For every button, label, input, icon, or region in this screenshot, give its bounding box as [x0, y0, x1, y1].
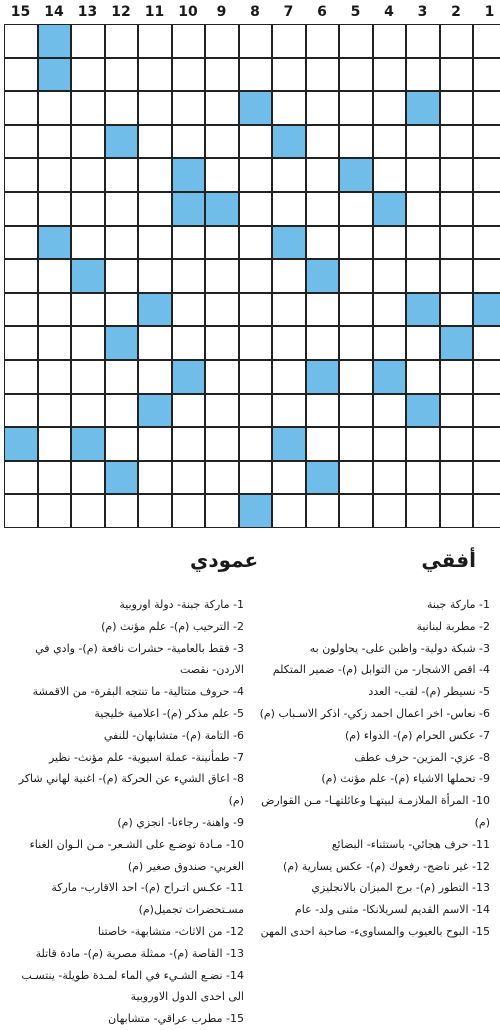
grid-cell[interactable] [272, 58, 306, 92]
grid-cell[interactable] [172, 394, 206, 428]
grid-cell[interactable] [373, 58, 407, 92]
down-clue: 10- مـادة توضـع على الشـعر- مـن الـوان الغناء الغربي- صندوق صغير (م) [29, 837, 244, 873]
grid-cell[interactable] [473, 192, 500, 226]
grid-cell[interactable] [172, 226, 206, 260]
grid-cell[interactable] [373, 394, 407, 428]
grid-cell[interactable] [272, 91, 306, 125]
grid-cell[interactable] [239, 461, 273, 495]
grid-cell[interactable] [473, 494, 500, 528]
grid-cell[interactable] [71, 91, 105, 125]
column-number: 2 [451, 4, 461, 20]
blocked-cell [306, 259, 340, 293]
blocked-cell [306, 461, 340, 495]
grid-cell[interactable] [473, 360, 500, 394]
down-clue: 6- التامة (م)- متشابهان- للنفي [103, 728, 244, 742]
grid-cell[interactable] [306, 58, 340, 92]
grid-cell[interactable] [406, 360, 440, 394]
grid-cell[interactable] [473, 461, 500, 495]
across-clue: 12- غير ناضج- رفعوك (م)- عكس يسارية (م) [283, 859, 490, 873]
grid-cell[interactable] [406, 58, 440, 92]
grid-cell[interactable] [373, 226, 407, 260]
grid-cell[interactable] [272, 360, 306, 394]
grid-cell[interactable] [38, 360, 72, 394]
blocked-cell [105, 326, 139, 360]
across-clue: 3- شبكة دولية- واظبن على- يحاولون به [309, 641, 490, 655]
grid-cell[interactable] [272, 158, 306, 192]
grid-cell[interactable] [71, 326, 105, 360]
grid-cell[interactable] [373, 293, 407, 327]
grid-cell[interactable] [38, 326, 72, 360]
grid-cell[interactable] [473, 326, 500, 360]
grid-cell[interactable] [239, 192, 273, 226]
grid-cell[interactable] [406, 24, 440, 58]
grid-cell[interactable] [205, 427, 239, 461]
grid-cell[interactable] [339, 293, 373, 327]
grid-cell[interactable] [306, 326, 340, 360]
grid-cell[interactable] [473, 226, 500, 260]
blocked-cell [205, 192, 239, 226]
grid-cell[interactable] [4, 360, 38, 394]
column-number: 5 [350, 4, 361, 20]
across-clue: 5- نسيطر (م)- لقب- العدد [368, 685, 490, 699]
grid-cell[interactable] [4, 494, 38, 528]
grid-cell[interactable] [373, 494, 407, 528]
grid-cell[interactable] [4, 91, 38, 125]
grid-cell[interactable] [306, 125, 340, 159]
grid-cell[interactable] [4, 158, 38, 192]
down-clue: 7- طمأنينة- عملة اسيوية- علم مؤنث- نظير [48, 750, 244, 764]
grid-cell[interactable] [172, 326, 206, 360]
down-clue: 2- الترحيب (م)- علم مؤنث (م) [101, 619, 244, 633]
blocked-cell [272, 226, 306, 260]
grid-cell[interactable] [138, 91, 172, 125]
grid-cell[interactable] [4, 226, 38, 260]
grid-cell[interactable] [4, 394, 38, 428]
column-number: 11 [144, 4, 165, 20]
across-clue: 11- حرف هجائي- باستثناء- البضائع [331, 837, 490, 851]
blocked-cell [373, 192, 407, 226]
grid-cell[interactable] [339, 427, 373, 461]
grid-cell[interactable] [71, 125, 105, 159]
grid-cell[interactable] [4, 326, 38, 360]
grid-cell[interactable] [38, 158, 72, 192]
grid-cell[interactable] [4, 259, 38, 293]
grid-cell[interactable] [205, 293, 239, 327]
grid-cell[interactable] [205, 91, 239, 125]
grid-cell[interactable] [105, 58, 139, 92]
grid-cell[interactable] [440, 360, 474, 394]
grid-cell[interactable] [138, 226, 172, 260]
grid-cell[interactable] [440, 427, 474, 461]
across-clue: 4- اقص الاشجار- من التوابل (م)- ضمير المتكلم [272, 663, 490, 677]
grid-cell[interactable] [38, 427, 72, 461]
grid-cell[interactable] [406, 192, 440, 226]
grid-cell[interactable] [272, 293, 306, 327]
grid-cell[interactable] [38, 494, 72, 528]
grid-cell[interactable] [4, 24, 38, 58]
grid-cell[interactable] [172, 58, 206, 92]
grid-cell[interactable] [38, 394, 72, 428]
column-number: 1 [484, 4, 495, 20]
column-number: 10 [178, 4, 198, 20]
grid-cell[interactable] [440, 192, 474, 226]
grid-cell[interactable] [138, 494, 172, 528]
grid-cell[interactable] [440, 24, 474, 58]
across-clue-list [257, 594, 490, 943]
column-number: 15 [10, 4, 31, 20]
grid-cell[interactable] [339, 259, 373, 293]
grid-cell[interactable] [38, 192, 72, 226]
grid-cell[interactable] [71, 192, 105, 226]
grid-cell[interactable] [138, 125, 172, 159]
across-clue: 13- التطور (م)- برج الميزان بالانجليزي [311, 881, 490, 895]
grid-cell[interactable] [239, 158, 273, 192]
grid-cell[interactable] [239, 226, 273, 260]
blocked-cell [473, 293, 500, 327]
blocked-cell [71, 259, 105, 293]
grid-cell[interactable] [373, 24, 407, 58]
grid-cell[interactable] [205, 125, 239, 159]
grid-cell[interactable] [138, 360, 172, 394]
across-clue: 1- ماركة جبنة [427, 598, 490, 611]
grid-cell[interactable] [239, 58, 273, 92]
blocked-cell [71, 427, 105, 461]
grid-cell[interactable] [339, 360, 373, 394]
down-clue: 11- عكـس اتـراح (م)- احد الاقارب- ماركة مسـتحضرات تجميل(م) [51, 881, 244, 917]
grid-cell[interactable] [172, 91, 206, 125]
grid-cell[interactable] [138, 326, 172, 360]
grid-cell[interactable] [105, 91, 139, 125]
grid-cell[interactable] [373, 326, 407, 360]
across-clue: 6- نعاس- اخر اعمال احمد زكي- اذكر الاسـباب (م) [259, 706, 490, 720]
grid-cell[interactable] [339, 494, 373, 528]
blocked-cell [406, 394, 440, 428]
grid-cell[interactable] [373, 427, 407, 461]
grid-cell[interactable] [406, 326, 440, 360]
grid-cell[interactable] [339, 192, 373, 226]
grid-cell[interactable] [339, 394, 373, 428]
grid-cell[interactable] [71, 58, 105, 92]
blocked-cell [138, 293, 172, 327]
down-clue: 5- علم مذكر (م)- اعلامية خليجية [94, 706, 244, 720]
grid-cell[interactable] [406, 494, 440, 528]
column-number: 12 [111, 4, 131, 20]
across-clue: 14- الاسم القديم لسريلانكا- مثنى ولد- عام [294, 903, 490, 917]
blocked-cell [306, 360, 340, 394]
grid-cell[interactable] [306, 427, 340, 461]
across-heading: أفقي [421, 548, 476, 572]
grid-cell[interactable] [71, 293, 105, 327]
grid-cell[interactable] [205, 494, 239, 528]
grid-cell[interactable] [172, 293, 206, 327]
blocked-cell [38, 58, 72, 92]
column-number: 4 [384, 4, 394, 20]
grid-cell[interactable] [306, 158, 340, 192]
grid-cell[interactable] [272, 326, 306, 360]
grid-cell[interactable] [473, 24, 500, 58]
grid-cell[interactable] [239, 360, 273, 394]
grid-cell[interactable] [272, 461, 306, 495]
grid-cell[interactable] [339, 326, 373, 360]
grid-cell[interactable] [205, 24, 239, 58]
grid-cell[interactable] [473, 91, 500, 125]
grid-cell[interactable] [373, 91, 407, 125]
grid-cell[interactable] [105, 394, 139, 428]
grid-cell[interactable] [205, 360, 239, 394]
across-clue: 9- تحملها الاشياء (م)- علم مؤنث (م) [321, 772, 490, 786]
grid-cell[interactable] [306, 91, 340, 125]
grid-cell[interactable] [138, 24, 172, 58]
down-clue: 12- من الاثاث- متشابهة- خاصتنا [97, 924, 244, 938]
grid-cell[interactable] [473, 158, 500, 192]
grid-cell[interactable] [339, 226, 373, 260]
grid-cell[interactable] [138, 259, 172, 293]
grid-cell[interactable] [440, 293, 474, 327]
grid-cell[interactable] [440, 494, 474, 528]
across-clue: 7- عكس الحرام (م)- الدواء (م) [344, 728, 490, 742]
grid-cell[interactable] [205, 226, 239, 260]
grid-cell[interactable] [71, 461, 105, 495]
grid-cell[interactable] [205, 158, 239, 192]
down-clue: 9- واهنة- رجاءنا- انجزي (م) [117, 815, 244, 829]
down-clue-list [4, 594, 244, 1030]
grid-cell[interactable] [406, 226, 440, 260]
grid-cell[interactable] [4, 192, 38, 226]
grid-cell[interactable] [440, 394, 474, 428]
grid-cell[interactable] [105, 360, 139, 394]
grid-cell[interactable] [38, 125, 72, 159]
grid-cell[interactable] [105, 494, 139, 528]
grid-cell[interactable] [172, 494, 206, 528]
down-clue: 13- القاصة (م)- ممثلة مصرية (م)- مادة قاتلة [35, 946, 244, 960]
grid-cell[interactable] [71, 158, 105, 192]
grid-cell[interactable] [172, 461, 206, 495]
grid-cell[interactable] [406, 461, 440, 495]
grid-cell[interactable] [4, 125, 38, 159]
grid-cell[interactable] [406, 259, 440, 293]
grid-cell[interactable] [38, 259, 72, 293]
grid-cell[interactable] [406, 427, 440, 461]
grid-cell[interactable] [172, 125, 206, 159]
grid-cell[interactable] [71, 226, 105, 260]
grid-cell[interactable] [440, 125, 474, 159]
across-clue: 15- البوح بالعيوب والمساوىء- صاحبة احدى المهن [260, 924, 490, 938]
blocked-cell [406, 293, 440, 327]
grid-cell[interactable] [239, 24, 273, 58]
grid-cell[interactable] [38, 293, 72, 327]
blocked-cell [172, 360, 206, 394]
grid-cell[interactable] [272, 259, 306, 293]
grid-cell[interactable] [373, 125, 407, 159]
grid-cell[interactable] [272, 494, 306, 528]
grid-cell[interactable] [205, 326, 239, 360]
grid-cell[interactable] [272, 192, 306, 226]
grid-cell[interactable] [440, 226, 474, 260]
grid-cell[interactable] [339, 24, 373, 58]
grid-cell[interactable] [440, 91, 474, 125]
grid-cell[interactable] [306, 394, 340, 428]
grid-cell[interactable] [71, 360, 105, 394]
column-number: 13 [77, 4, 98, 20]
grid-cell[interactable] [339, 58, 373, 92]
grid-cell[interactable] [4, 461, 38, 495]
blocked-cell [172, 158, 206, 192]
blocked-cell [138, 394, 172, 428]
grid-cell[interactable] [272, 24, 306, 58]
grid-cell[interactable] [105, 226, 139, 260]
grid-cell[interactable] [473, 427, 500, 461]
grid-cell[interactable] [105, 293, 139, 327]
grid-cell[interactable] [71, 494, 105, 528]
column-number: 6 [317, 4, 327, 20]
grid-cell[interactable] [71, 24, 105, 58]
blocked-cell [105, 461, 139, 495]
blocked-cell [239, 91, 273, 125]
blocked-cell [406, 91, 440, 125]
grid-cell[interactable] [205, 394, 239, 428]
grid-cell[interactable] [473, 58, 500, 92]
grid-cell[interactable] [440, 461, 474, 495]
grid-cell[interactable] [38, 91, 72, 125]
grid-cell[interactable] [172, 427, 206, 461]
grid-cell[interactable] [105, 158, 139, 192]
grid-cell[interactable] [239, 293, 273, 327]
blocked-cell [38, 24, 72, 58]
grid-cell[interactable] [138, 192, 172, 226]
grid-cell[interactable] [138, 58, 172, 92]
grid-cell[interactable] [473, 394, 500, 428]
blocked-cell [105, 125, 139, 159]
blocked-cell [339, 158, 373, 192]
grid-cell[interactable] [440, 58, 474, 92]
down-clue: 14- نضـع الشـيء في الماء لمـدة طويلة- ينتسـب الى احدى الدول الاوروبية [21, 968, 244, 1004]
blocked-cell [4, 427, 38, 461]
blocked-cell [272, 125, 306, 159]
grid-cell[interactable] [306, 293, 340, 327]
blocked-cell [272, 427, 306, 461]
grid-cell[interactable] [205, 58, 239, 92]
grid-cell[interactable] [272, 394, 306, 428]
down-clue: 3- فقط بالعامية- حشرات نافعة (م)- وادي في الاردن- نقصت [35, 641, 244, 677]
across-clue: 2- مطربة لبنانية [416, 619, 490, 633]
grid-cell[interactable] [473, 125, 500, 159]
blocked-cell [440, 326, 474, 360]
grid-cell[interactable] [239, 427, 273, 461]
blocked-cell [239, 494, 273, 528]
grid-cell[interactable] [105, 427, 139, 461]
grid-cell[interactable] [105, 192, 139, 226]
blocked-cell [172, 192, 206, 226]
grid-cell[interactable] [373, 461, 407, 495]
grid-cell[interactable] [306, 226, 340, 260]
grid-cell[interactable] [4, 293, 38, 327]
down-clue: 1- ماركة جبنة- دولة اوروبية [119, 598, 244, 611]
down-clue: 15- مطرب عراقي- متشابهان [108, 1012, 244, 1026]
grid-cell[interactable] [473, 259, 500, 293]
column-number: 14 [44, 4, 64, 20]
grid-cell[interactable] [138, 158, 172, 192]
column-number: 9 [216, 4, 227, 20]
column-number: 3 [417, 4, 428, 20]
grid-cell[interactable] [4, 58, 38, 92]
grid-cell[interactable] [239, 394, 273, 428]
grid-cell[interactable] [440, 259, 474, 293]
grid-cell[interactable] [339, 125, 373, 159]
grid-cell[interactable] [406, 125, 440, 159]
column-number: 8 [250, 4, 260, 20]
grid-cell[interactable] [105, 259, 139, 293]
grid-cell[interactable] [138, 427, 172, 461]
across-clue: 10- المرأة الملازمـة لبيتهـا وعائلتهـا- مـن القوارض (م) [261, 794, 490, 829]
grid-cell[interactable] [172, 259, 206, 293]
grid-cell[interactable] [38, 461, 72, 495]
grid-cell[interactable] [339, 461, 373, 495]
grid-cell[interactable] [172, 24, 206, 58]
grid-cell[interactable] [306, 494, 340, 528]
grid-cell[interactable] [440, 158, 474, 192]
grid-cell[interactable] [339, 91, 373, 125]
blocked-cell [38, 226, 72, 260]
down-clue: 8- اعاق الشيء عن الحركة (م)- اغنية لهاني شاكر (م) [18, 772, 244, 808]
column-number: 7 [283, 4, 294, 20]
grid-cell[interactable] [406, 158, 440, 192]
grid-cell[interactable] [138, 461, 172, 495]
grid-cell[interactable] [71, 394, 105, 428]
blocked-cell [373, 360, 407, 394]
grid-cell[interactable] [373, 158, 407, 192]
grid-cell[interactable] [373, 259, 407, 293]
down-clue: 4- حروف متتالية- ما تنتجه البقرة- من الاقمشة [32, 685, 244, 699]
grid-cell[interactable] [205, 461, 239, 495]
grid-cell[interactable] [105, 24, 139, 58]
grid-cell[interactable] [239, 125, 273, 159]
grid-cell[interactable] [205, 259, 239, 293]
grid-cell[interactable] [306, 24, 340, 58]
grid-cell[interactable] [306, 192, 340, 226]
down-heading: عمودي [190, 548, 259, 572]
across-clue: 8- عزي- المزين- حرف عطف [354, 750, 490, 764]
grid-cell[interactable] [239, 259, 273, 293]
grid-cell[interactable] [239, 326, 273, 360]
